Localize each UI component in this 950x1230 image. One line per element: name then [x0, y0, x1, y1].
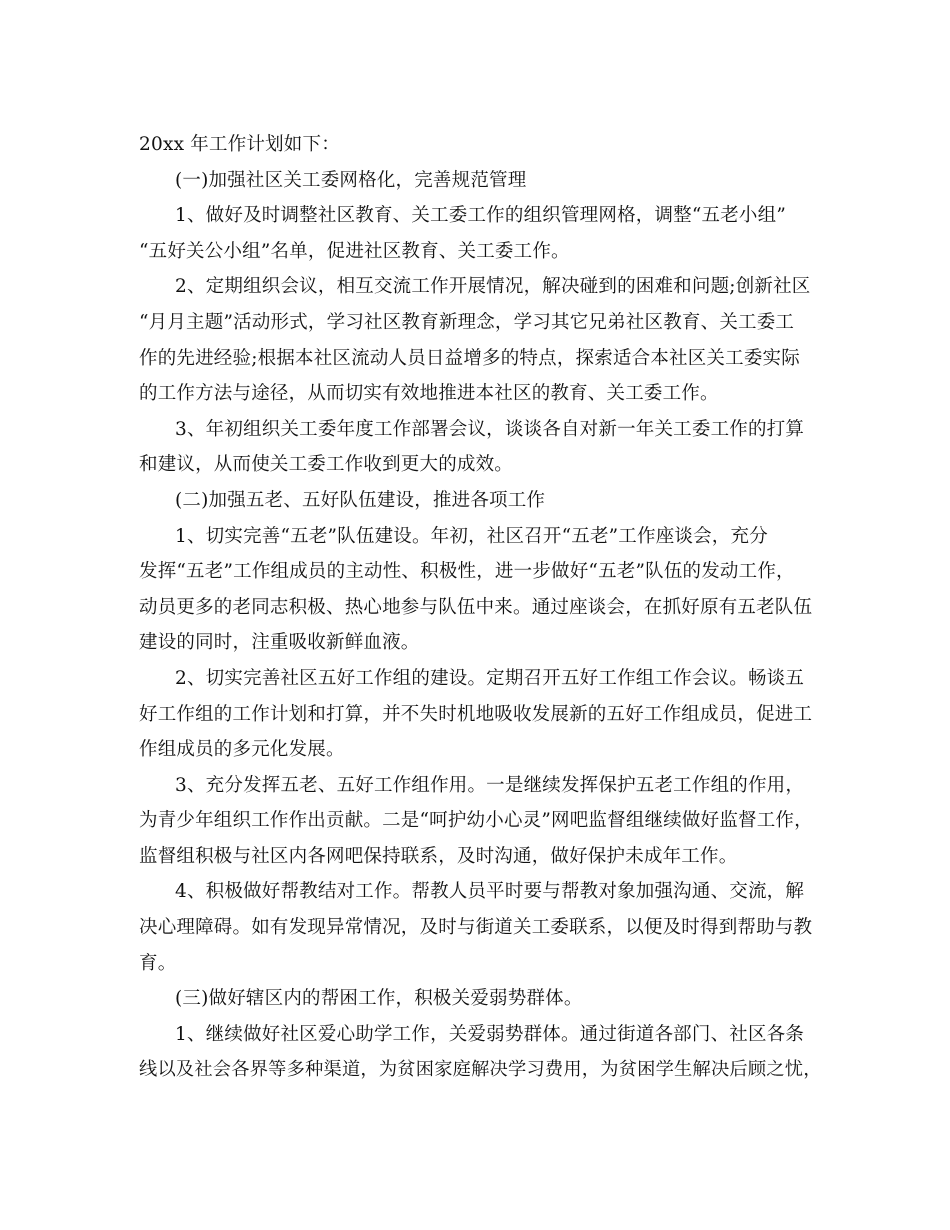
text-line: 监督组积极与社区内各网吧保持联系，及时沟通，做好保护未成年工作。 — [139, 845, 738, 867]
text-line: 育。 — [139, 952, 177, 974]
text-line: 2、切实完善社区五好工作组的建设。定期召开五好工作组工作会议。畅谈五 — [175, 667, 805, 689]
text-line: 1、切实完善“五老”队伍建设。年初，社区召开“五老”工作座谈会，充分 — [175, 525, 768, 547]
document-body — [139, 127, 822, 1088]
section-heading: (三)做好辖区内的帮困工作，积极关爱弱势群体。 — [175, 988, 583, 1010]
text-line: 1、做好及时调整社区教育、关工委工作的组织管理网格，调整“五老小组” — [175, 205, 786, 227]
text-line: “月月主题”活动形式，学习社区教育新理念，学习其它兄弟社区教育、关工委工 — [139, 311, 795, 333]
text-line: 好工作组的工作计划和打算，并不失时机地吸收发展新的五好工作组成员，促进工 — [139, 703, 813, 725]
text-line: 的工作方法与途径，从而切实有效地推进本社区的教育、关工委工作。 — [139, 383, 719, 405]
text-line: 动员更多的老同志积极、热心地参与队伍中来。通过座谈会，在抓好原有五老队伍 — [139, 596, 813, 618]
text-line: 1、继续做好社区爱心助学工作，关爱弱势群体。通过街道各部门、社区各条 — [175, 1023, 805, 1045]
text-line: 决心理障碍。如有发现异常情况，及时与街道关工委联系，以便及时得到帮助与教 — [139, 917, 813, 939]
text-line: 建设的同时，注重吸收新鲜血液。 — [139, 632, 420, 654]
text-line: 线以及社会各界等多种渠道，为贫困家庭解决学习费用，为贫困学生解决后顾之忧， — [139, 1059, 822, 1081]
text-line: 为青少年组织工作作出贡献。二是“呵护幼小心灵”网吧监督组继续做好监督工作， — [139, 810, 813, 832]
text-line: “五好关公小组”名单，促进社区教育、关工委工作。 — [139, 240, 570, 262]
text-line: 作的先进经验;根据本社区流动人员日益增多的特点，探索适合本社区关工委实际 — [139, 347, 800, 369]
text-line: 发挥“五老”工作组成员的主动性、积极性，进一步做好“五老”队伍的发动工作， — [139, 561, 795, 583]
text-line: 3、充分发挥五老、五好工作组作用。一是继续发挥保护五老工作组的作用， — [175, 774, 805, 796]
text-line: 3、年初组织关工委年度工作部署会议，谈谈各自对新一年关工委工作的打算 — [175, 418, 805, 440]
text-line: 20xx 年工作计划如下： — [139, 134, 340, 155]
text-line: 和建议，从而使关工委工作收到更大的成效。 — [139, 454, 514, 476]
text-line: 作组成员的多元化发展。 — [139, 739, 345, 761]
text-line: 2、定期组织会议，相互交流工作开展情况，解决碰到的困难和问题;创新社区 — [175, 276, 811, 298]
text-line: 4、积极做好帮教结对工作。帮教人员平时要与帮教对象加强沟通、交流，解 — [175, 881, 805, 903]
section-heading: (二)加强五老、五好队伍建设，推进各项工作 — [175, 489, 546, 511]
section-heading: (一)加强社区关工委网格化，完善规范管理 — [175, 169, 527, 191]
